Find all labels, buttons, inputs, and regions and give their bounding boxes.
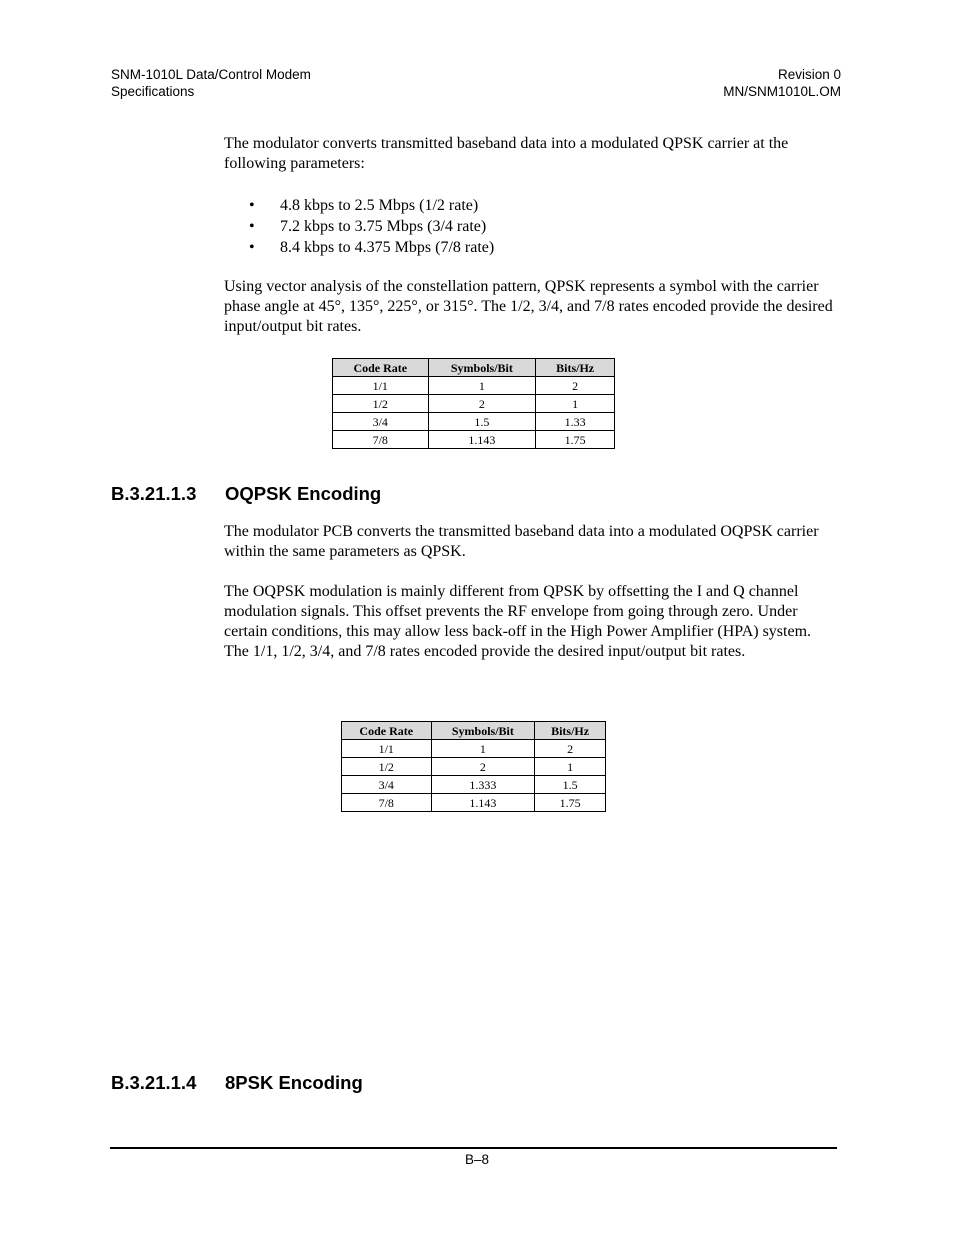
table-cell: 2 <box>536 377 615 395</box>
column-header: Symbols/Bit <box>431 722 535 740</box>
table-cell: 3/4 <box>342 776 432 794</box>
section-title: 8PSK Encoding <box>225 1072 363 1093</box>
list-item-text: 8.4 kbps to 4.375 Mbps (7/8 rate) <box>280 239 495 256</box>
column-header: Code Rate <box>333 359 429 377</box>
table-cell: 1 <box>535 758 606 776</box>
list-item <box>249 195 494 216</box>
table-row <box>333 413 615 431</box>
qpsk-intro-paragraph: The modulator converts transmitted baseband data into a modulated QPSK carrier at the following parameters: <box>224 135 789 172</box>
table-cell: 1.5 <box>535 776 606 794</box>
table-cell: 1.75 <box>535 794 606 812</box>
table-cell: 1 <box>431 740 535 758</box>
table-cell: 1.333 <box>431 776 535 794</box>
table-cell: 1/2 <box>342 758 432 776</box>
chapter-title: Specifications <box>111 83 195 99</box>
section-number: B.3.21.1.3 <box>111 483 197 504</box>
oqpsk-offset-paragraph: The OQPSK modulation is mainly different from QPSK by offsetting the I and Q channel modulation signals. This offset prevents the RF envelope from going through zero. Under certain conditions, this may allow less back-off in the High Power Amplifier (HPA) system. The 1/1, 1/2, 3/4, and 7/8 rates encoded provide the desired input/output bit rates. <box>224 583 812 660</box>
document-title: SNM-1010L Data/Control Modem <box>111 67 311 82</box>
bullet-icon: • <box>249 197 255 214</box>
document-number: MN/SNM1010L.OM <box>723 83 841 99</box>
table-cell: 1.143 <box>428 431 536 449</box>
page-header-left <box>111 67 311 100</box>
table-cell: 1.143 <box>431 794 535 812</box>
bullet-icon: • <box>249 218 255 235</box>
table-cell: 7/8 <box>342 794 432 812</box>
revision-label: Revision 0 <box>777 67 841 82</box>
column-header: Code Rate <box>342 722 432 740</box>
qpsk-rate-list <box>249 195 494 258</box>
table-cell: 2 <box>431 758 535 776</box>
table-cell: 1/1 <box>342 740 432 758</box>
oqpsk-code-rate-table <box>341 721 606 812</box>
page-number: B–8 <box>464 1152 490 1167</box>
table-cell: 1/1 <box>333 377 429 395</box>
table-row <box>342 740 606 758</box>
oqpsk-intro-paragraph: The modulator PCB converts the transmitted baseband data into a modulated OQPSK carrier within the same parameters as QPSK. <box>224 523 819 560</box>
table-row <box>333 377 615 395</box>
table-cell: 1 <box>428 377 536 395</box>
section-number: B.3.21.1.4 <box>111 1072 197 1093</box>
list-item <box>249 216 494 237</box>
bullet-icon: • <box>249 239 255 256</box>
table-cell: 1.5 <box>428 413 536 431</box>
section-title: OQPSK Encoding <box>225 483 382 504</box>
footer-divider <box>110 1147 837 1149</box>
table-cell: 7/8 <box>333 431 429 449</box>
table-row <box>342 758 606 776</box>
page-header-right <box>723 67 841 100</box>
column-header: Bits/Hz <box>535 722 606 740</box>
table-cell: 2 <box>428 395 536 413</box>
table-row <box>342 794 606 812</box>
table-header-row <box>342 722 606 740</box>
table-cell: 1.75 <box>536 431 615 449</box>
list-item <box>249 237 494 258</box>
table-cell: 1/2 <box>333 395 429 413</box>
table-row <box>342 776 606 794</box>
section-heading-oqpsk <box>111 483 381 505</box>
column-header: Symbols/Bit <box>428 359 536 377</box>
list-item-text: 7.2 kbps to 3.75 Mbps (3/4 rate) <box>280 218 487 235</box>
table-row <box>333 431 615 449</box>
table-row <box>333 395 615 413</box>
table-header-row <box>333 359 615 377</box>
table-cell: 1 <box>536 395 615 413</box>
table-cell: 1.33 <box>536 413 615 431</box>
column-header: Bits/Hz <box>536 359 615 377</box>
section-heading-8psk <box>111 1072 363 1094</box>
qpsk-code-rate-table <box>332 358 615 449</box>
table-cell: 2 <box>535 740 606 758</box>
qpsk-vector-paragraph: Using vector analysis of the constellation pattern, QPSK represents a symbol with the carrier phase angle at 45°, 135°, 225°, or 315°. The 1/2, 3/4, and 7/8 rates encoded provide the desired input/output bit rates. <box>224 278 833 335</box>
table-cell: 3/4 <box>333 413 429 431</box>
list-item-text: 4.8 kbps to 2.5 Mbps (1/2 rate) <box>280 197 479 214</box>
